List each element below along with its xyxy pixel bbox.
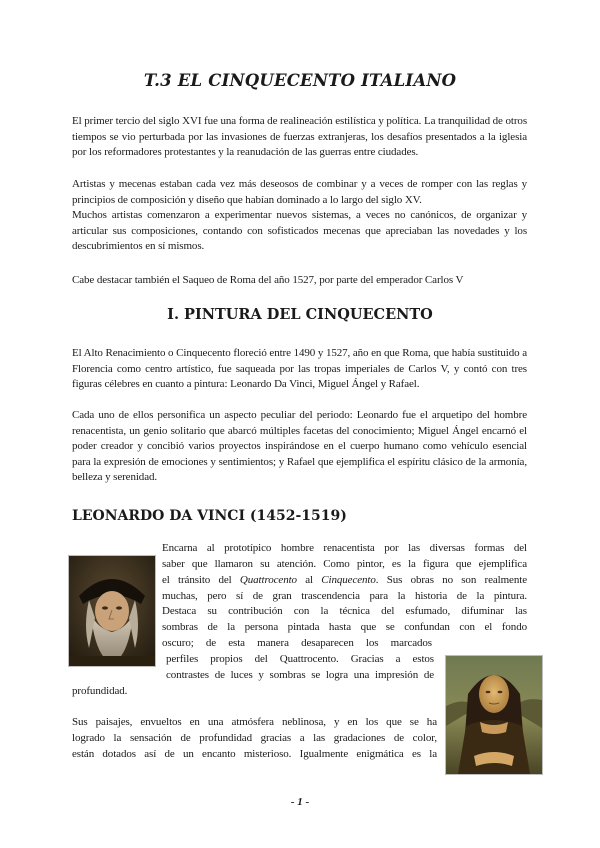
leonardo-line-1: Encarna al prototípico hombre renacentista por las diversas formas del	[162, 542, 527, 554]
leonardo-line-3-c: . Sus obras no son realmente	[375, 574, 527, 586]
leonardo-line-5: Destaca su contribución con la técnica del esfumado, difuminar las	[162, 605, 527, 617]
leonardo-line-3-b: al	[296, 574, 322, 586]
leonardo-p2-line-2: logrado la sensación de profundidad gracias a las gradaciones de color,	[72, 732, 437, 744]
leonardo-p2-line-1: Sus paisajes, envueltos en una atmósfera neblinosa, y en los que se ha	[72, 716, 437, 728]
leonardo-p2-line-3: están dotados así de un encanto misterioso. Igualmente enigmática es la	[72, 748, 437, 760]
leonardo-portrait-drawing	[69, 556, 155, 666]
leonardo-line-4: muchas, pero sí de gran trascendencia para la historia de la pintura.	[162, 590, 527, 602]
intro-paragraph-2: Artistas y mecenas estaban cada vez más deseosos de combinar y a veces de romper con las reglas y principios de composición y diseño que habían dominado a lo largo del siglo XV.	[72, 178, 527, 206]
mona-lisa-image	[445, 655, 543, 775]
leonardo-portrait-image	[68, 555, 156, 667]
leonardo-line-6: sombras de la persona pintada hasta que se confundan con el fondo	[162, 621, 527, 633]
cinquecento-term: Cinquecento	[321, 574, 376, 586]
section1-paragraph-1: El Alto Renacimiento o Cinquecento floreció entre 1490 y 1527, año en que Roma, que había sustituido a Florencia como centro artístico, fue saqueada por las tropas imperiales de Carlos V, y contó con tres figuras célebres en cuanto a pintura: Leonardo Da Vinci, Miguel Ángel y Rafael.	[72, 347, 527, 390]
leonardo-heading: LEONARDO DA VINCI (1452-1519)	[72, 508, 347, 524]
document-title: T.3 EL CINQUECENTO ITALIANO	[143, 71, 457, 90]
leonardo-line-3-a: el tránsito del	[162, 574, 240, 586]
intro-paragraph-3: Muchos artistas comenzaron a experimentar nuevos sistemas, a veces no canónicos, de organizar y articular sus composiciones, contando con sofisticados mecenas que apreciaban las novedades y los descubrimientos en sí mismos.	[72, 209, 527, 252]
leonardo-line-9: contrastes de luces y sombras se logra una impresión de	[166, 669, 434, 681]
page-number: - 1 -	[290, 796, 310, 808]
section-heading-pintura: I. PINTURA DEL CINQUECENTO	[167, 306, 433, 323]
section1-paragraph-2: Cada uno de ellos personifica un aspecto peculiar del periodo: Leonardo fue el arquetipo del hombre renacentista, un genio solitario que abarcó múltiples facetas del conocimiento; Miguel Ángel encarnó el poder creador y concibió varios proyectos inspirándose en el cuerpo humano como vehículo esencial para la expresión de emociones y sentimientos; y Rafael que ejemplifica el espíritu clásico de la armonía, belleza y serenidad.	[72, 409, 527, 483]
leonardo-line-7: oscuro; de esta manera desaparecen los marcados	[162, 637, 432, 649]
leonardo-line-8: perfiles propios del Quattrocento. Gracias a estos	[166, 653, 434, 665]
mona-lisa-drawing	[446, 656, 542, 774]
leonardo-line-2: saber que llamaron su atención. Como pintor, es la figura que ejemplifica	[162, 558, 527, 570]
intro-paragraph-4: Cabe destacar también el Saqueo de Roma del año 1527, por parte del emperador Carlos V	[72, 274, 464, 286]
quattrocento-term: Quattrocento	[239, 574, 297, 586]
leonardo-line-3	[162, 573, 527, 589]
intro-paragraph-1: El primer tercio del siglo XVI fue una forma de realineación estilística y política. La tranquilidad de otros tiempos se vio perturbada por las invasiones de fuerzas extranjeras, los desafíos presentados a la iglesia por los reformadores protestantes y la reanudación de las guerras entre ciudades.	[72, 115, 527, 158]
leonardo-line-10: profundidad.	[72, 685, 128, 697]
